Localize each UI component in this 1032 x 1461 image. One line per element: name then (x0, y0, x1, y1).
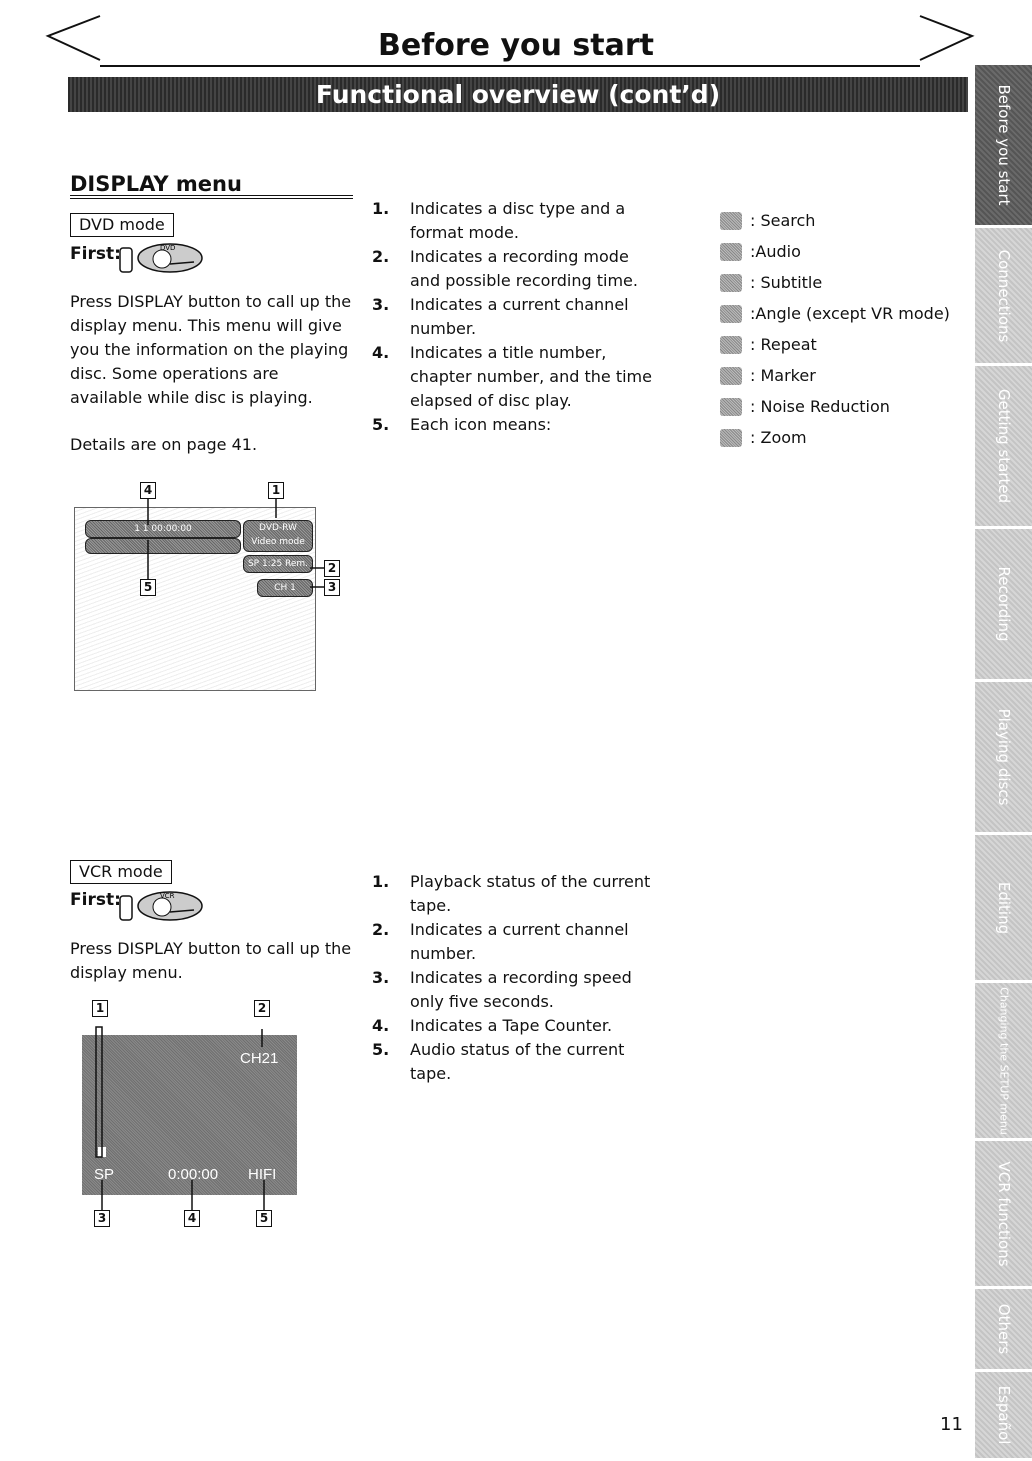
repeat-icon (720, 336, 742, 354)
vcr-callout-4: 4 (184, 1210, 200, 1227)
side-tab-label: Connections (994, 249, 1013, 342)
vcr-mode-label: VCR mode (70, 860, 172, 884)
vcr-callout-lines (82, 1015, 302, 1220)
side-tab-label: Editing (994, 881, 1013, 934)
legend-label: : Marker (750, 365, 816, 385)
list-number: 1. (372, 199, 390, 218)
dvd-callout-3: 3 (324, 579, 340, 596)
dvd-format-mode: Video mode (251, 537, 305, 547)
dvd-status-row: 1 1 00:00:00 (85, 520, 241, 538)
list-text: Indicates a current channel number. (410, 920, 629, 963)
list-number: 2. (372, 247, 390, 266)
list-number: 3. (372, 968, 390, 987)
dvd-callout-2: 2 (324, 560, 340, 577)
side-tab-others[interactable] (975, 1289, 1032, 1372)
legend-label: : Noise Reduction (750, 396, 890, 416)
side-tab-connections[interactable] (975, 228, 1032, 366)
dvd-callout-lines (74, 480, 354, 610)
dvd-details: Details are on page 41. (70, 435, 258, 454)
vcr-audio: HIFI (248, 1166, 277, 1183)
list-text: Indicates a recording speed only five seconds. (410, 968, 632, 1011)
list-item (372, 245, 657, 293)
legend-label: : Search (750, 210, 816, 230)
dvd-mode-label: DVD mode (70, 213, 174, 237)
dvd-description: Press DISPLAY button to call up the display menu. This menu will give you the information on the playing disc. Some operations are available while disc is playing. (70, 292, 352, 407)
dvd-channel: CH 1 (257, 579, 313, 597)
vcr-button-icon-text: VCR (160, 892, 175, 900)
icon-legend (720, 205, 970, 453)
list-item (372, 293, 657, 341)
side-tab-label: Others (994, 1303, 1013, 1355)
list-item (372, 1014, 657, 1038)
vcr-channel: CH21 (240, 1050, 279, 1067)
side-tab-label: Recording (994, 566, 1013, 642)
list-text: Audio status of the current tape. (410, 1040, 625, 1083)
side-tab-label: VCR functions (994, 1160, 1013, 1267)
dvd-disc-type: DVD-RW (259, 523, 297, 533)
legend-row (720, 329, 970, 360)
side-tab-espanol[interactable] (975, 1372, 1032, 1461)
dvd-callout-5: 5 (140, 579, 156, 596)
legend-row (720, 267, 970, 298)
audio-icon (720, 243, 742, 261)
side-tab-vcr-functions[interactable] (975, 1141, 1032, 1289)
side-tab-recording[interactable] (975, 529, 1032, 682)
vcr-info-list (372, 870, 657, 1086)
list-text: Indicates a disc type and a format mode. (410, 199, 626, 242)
legend-label: : Subtitle (750, 272, 823, 292)
side-tab-getting-started[interactable] (975, 366, 1032, 529)
legend-row (720, 236, 970, 267)
list-number: 4. (372, 1016, 390, 1035)
legend-label: : Repeat (750, 334, 817, 354)
vcr-callout-1: 1 (92, 1000, 108, 1017)
vcr-callout-2: 2 (254, 1000, 270, 1017)
list-item (372, 197, 657, 245)
side-tab-changing-setup[interactable] (975, 983, 1032, 1141)
list-item (372, 413, 657, 437)
legend-row (720, 360, 970, 391)
list-number: 4. (372, 343, 390, 362)
side-tab-editing[interactable] (975, 835, 1032, 983)
marker-icon (720, 367, 742, 385)
dvd-button-icon-text: DVD (160, 244, 176, 252)
vcr-description: Press DISPLAY button to call up the display menu. (70, 939, 352, 982)
list-text: Playback status of the current tape. (410, 872, 651, 915)
vcr-button-icon (118, 888, 206, 924)
legend-row (720, 391, 970, 422)
legend-label: :Angle (except VR mode) (750, 303, 950, 323)
dvd-callout-4: 4 (140, 482, 156, 499)
side-tab-label: Before you start (994, 84, 1013, 206)
dvd-rec-mode: SP 1:25 Rem. (243, 555, 313, 573)
search-icon (720, 212, 742, 230)
side-tab-playing-discs[interactable] (975, 682, 1032, 835)
vcr-speed: SP (94, 1166, 115, 1183)
side-tab-label: Getting started (994, 388, 1013, 504)
list-number: 5. (372, 415, 390, 434)
legend-row (720, 422, 970, 453)
list-number: 3. (372, 295, 390, 314)
legend-label: :Audio (750, 241, 801, 261)
subtitle-icon (720, 274, 742, 292)
dvd-callout-1: 1 (268, 482, 284, 499)
side-tab-label: Playing discs (994, 708, 1013, 806)
list-item (372, 341, 657, 413)
zoom-icon (720, 429, 742, 447)
section-rule (70, 195, 353, 199)
list-text: Indicates a current channel number. (410, 295, 629, 338)
list-text: Indicates a Tape Counter. (410, 1016, 613, 1035)
list-item (372, 966, 657, 1014)
legend-label: : Zoom (750, 427, 807, 447)
side-tab-before-you-start[interactable] (975, 65, 1032, 228)
dvd-button-icon (118, 240, 206, 276)
list-item (372, 1038, 657, 1086)
vcr-callout-3: 3 (94, 1210, 110, 1227)
dvd-info-list (372, 197, 657, 437)
side-tab-label: Changing the SETUP menu (997, 986, 1010, 1135)
legend-row (720, 298, 970, 329)
dvd-first-label: First: (70, 244, 121, 264)
section-title: DISPLAY menu (70, 172, 242, 196)
side-tab-label: Español (994, 1385, 1013, 1445)
list-text: Each icon means: (410, 415, 552, 434)
list-text: Indicates a recording mode and possible recording time. (410, 247, 638, 290)
list-text: Indicates a title number, chapter number, and the time elapsed of disc play. (410, 343, 652, 410)
vcr-counter: 0:00:00 (168, 1166, 219, 1183)
page-header-title: Before you start (377, 28, 654, 63)
list-item (372, 870, 657, 918)
legend-row (720, 205, 970, 236)
angle-icon (720, 305, 742, 323)
section-banner-title: Functional overview (cont’d) (315, 80, 721, 109)
vcr-first-label: First: (70, 890, 121, 910)
page-number: 11 (940, 1414, 963, 1435)
list-item (372, 918, 657, 966)
list-number: 1. (372, 872, 390, 891)
noise-reduction-icon (720, 398, 742, 416)
list-number: 5. (372, 1040, 390, 1059)
vcr-callout-5: 5 (256, 1210, 272, 1227)
list-number: 2. (372, 920, 390, 939)
